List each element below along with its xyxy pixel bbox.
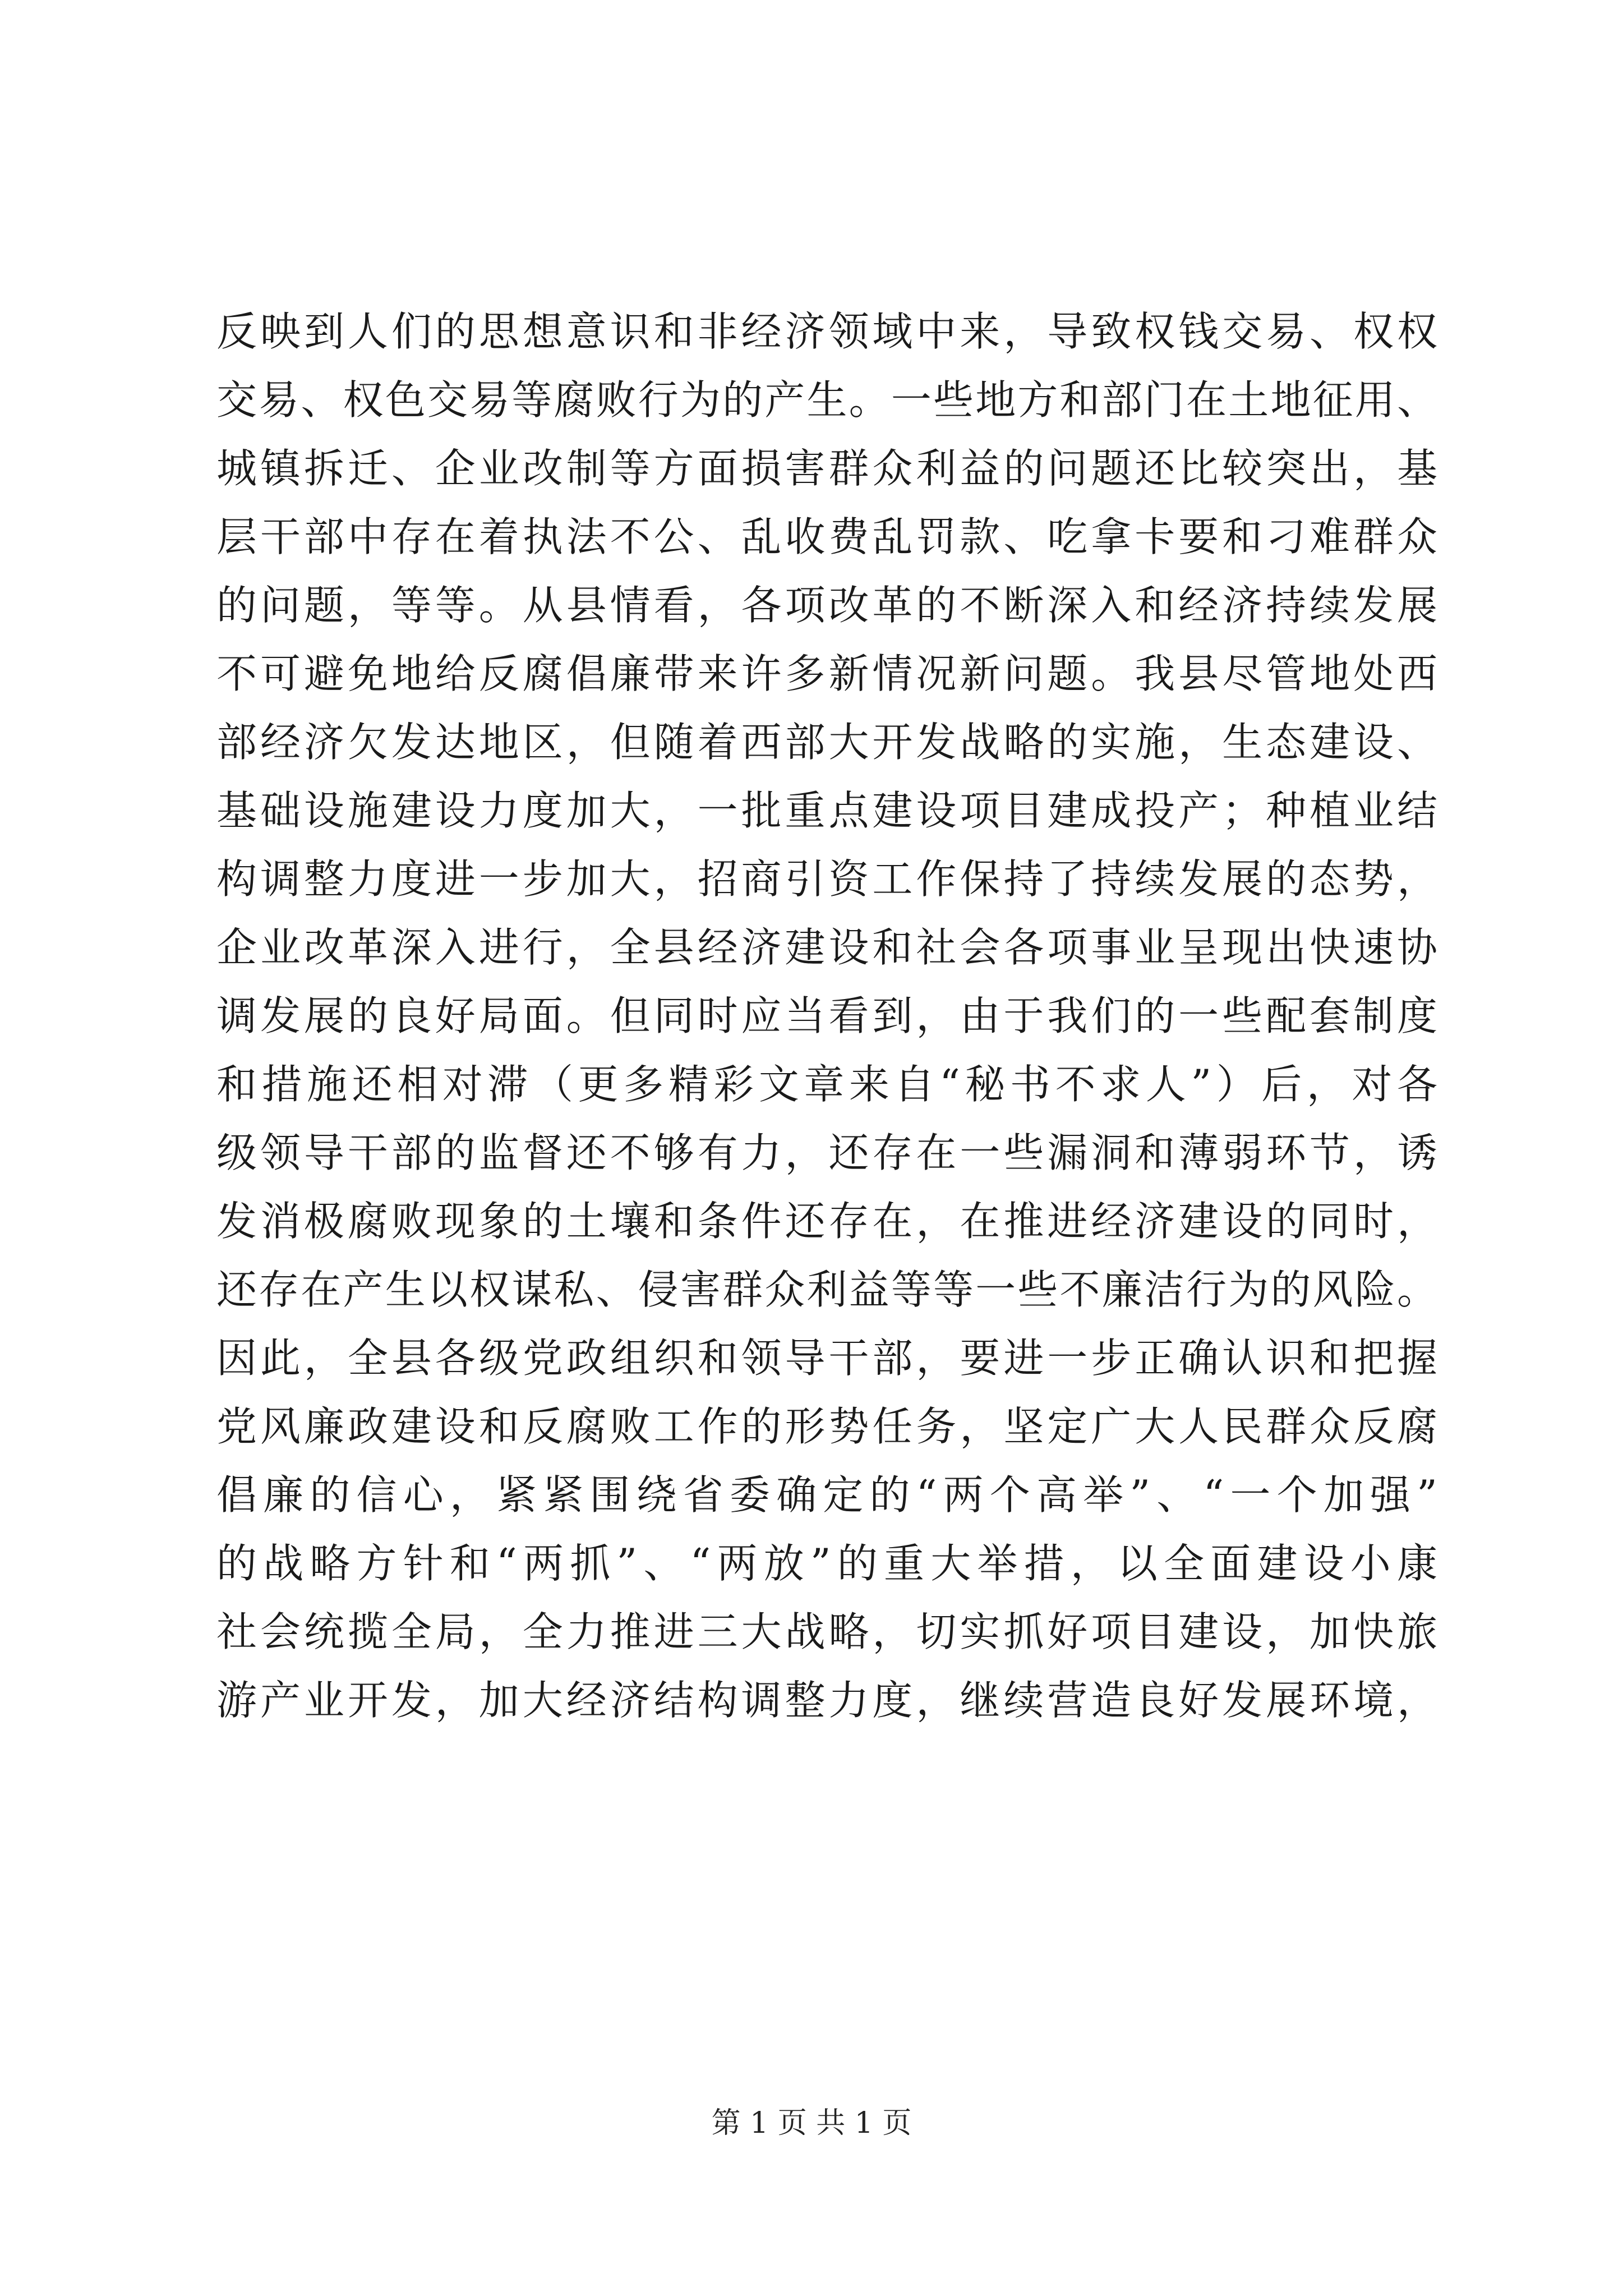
page-footer — [0, 2104, 1623, 2143]
text-line-7: 部经济欠发达地区，但随着西部大开发战略的实施，生态建设、 — [216, 719, 1439, 766]
text-line-10: 企业改革深入进行，全县经济建设和社会各项事业呈现出快速协 — [216, 924, 1439, 971]
text-line-18: 倡廉的信心，紧紧围绕省委确定的“两个高举”、“一个加强” — [216, 1471, 1439, 1519]
text-line-8: 基础设施建设力度加大，一批重点建设项目建成投产；种植业结 — [216, 787, 1439, 834]
text-line-2: 交易、权色交易等腐败行为的产生。一些地方和部门在土地征用、 — [216, 376, 1439, 424]
text-line-21: 游产业开发，加大经济结构调整力度，继续营造良好发展环境， — [216, 1677, 1439, 1724]
text-line-4: 层干部中存在着执法不公、乱收费乱罚款、吃拿卡要和刁难群众 — [216, 513, 1439, 560]
text-line-3: 城镇拆迁、企业改制等方面损害群众利益的问题还比较突出，基 — [216, 445, 1439, 492]
text-line-13: 级领导干部的监督还不够有力，还存在一些漏洞和薄弱环节，诱 — [216, 1129, 1439, 1176]
text-line-1: 反映到人们的思想意识和非经济领域中来，导致权钱交易、权权 — [216, 308, 1439, 355]
text-line-5: 的问题，等等。从县情看，各项改革的不断深入和经济持续发展 — [216, 582, 1439, 629]
text-line-12: 和措施还相对滞（更多精彩文章来自“秘书不求人”）后，对各 — [216, 1061, 1439, 1108]
text-line-6: 不可避免地给反腐倡廉带来许多新情况新问题。我县尽管地处西 — [216, 650, 1439, 697]
text-line-17: 党风廉政建设和反腐败工作的形势任务，坚定广大人民群众反腐 — [216, 1403, 1439, 1450]
text-line-14: 发消极腐败现象的土壤和条件还存在，在推进经济建设的同时， — [216, 1198, 1439, 1245]
body-paragraph — [216, 297, 1439, 1734]
text-line-16: 因此，全县各级党政组织和领导干部，要进一步正确认识和把握 — [216, 1335, 1439, 1382]
text-line-15: 还存在产生以权谋私、侵害群众利益等等一些不廉洁行为的风险。 — [216, 1266, 1439, 1313]
page-number-label: 第 1 页 共 1 页 — [711, 2106, 912, 2140]
text-line-19: 的战略方针和“两抓”、“两放”的重大举措，以全面建设小康 — [216, 1540, 1439, 1587]
text-line-20: 社会统揽全局，全力推进三大战略，切实抓好项目建设，加快旅 — [216, 1608, 1439, 1655]
text-line-9: 构调整力度进一步加大，招商引资工作保持了持续发展的态势， — [216, 855, 1439, 903]
text-line-11: 调发展的良好局面。但同时应当看到，由于我们的一些配套制度 — [216, 992, 1439, 1039]
